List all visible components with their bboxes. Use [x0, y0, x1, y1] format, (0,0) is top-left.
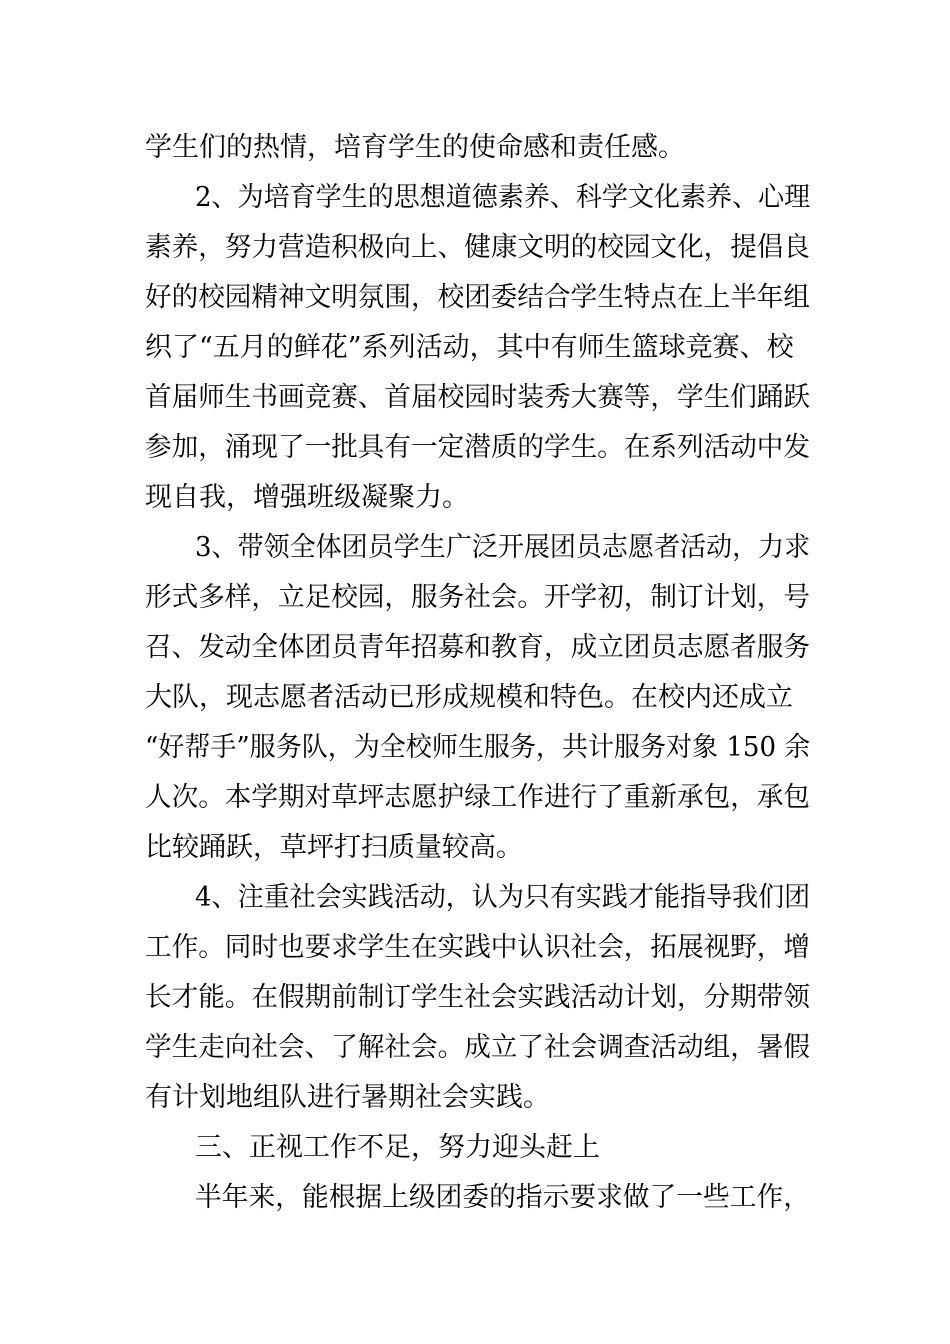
paragraph-start: 半年来，能根据上级团委的指示要求做了一些工作， — [195, 1182, 810, 1213]
paragraph-4-start: 4、注重社会实践活动，认为只有实践才能指导我们团 — [195, 882, 811, 913]
text-line: 人次。本学期对草坪志愿护绿工作进行了重新承包，承包 — [145, 782, 811, 813]
text-line: 首届师生书画竞赛、首届校园时装秀大赛等，学生们踊跃 — [145, 382, 811, 413]
text-line: 素养，努力营造积极向上、健康文明的校园文化，提倡良 — [145, 232, 811, 263]
text-line: 学生们的热情，培育学生的使命感和责任感。 — [145, 132, 685, 163]
text-line: 学生走向社会、了解社会。成立了社会调查活动组，暑假 — [145, 1032, 811, 1063]
paragraph-2-start: 2、为培育学生的思想道德素养、科学文化素养、心理 — [195, 182, 811, 213]
text-line: 有计划地组队进行暑期社会实践。 — [145, 1082, 550, 1113]
text-line: 形式多样，立足校园，服务社会。开学初，制订计划，号 — [145, 582, 811, 613]
text-line: 大队，现志愿者活动已形成规模和特色。在校内还成立 — [145, 682, 793, 713]
text-line: 召、发动全体团员青年招募和教育，成立团员志愿者服务 — [145, 632, 811, 663]
text-line: 好的校园精神文明氛围，校团委结合学生特点在上半年组 — [145, 282, 811, 313]
text-line: 参加，涌现了一批具有一定潜质的学生。在系列活动中发 — [145, 432, 811, 463]
section-heading: 三、正视工作不足，努力迎头赶上 — [195, 1132, 600, 1163]
text-line: 现自我，增强班级凝聚力。 — [145, 482, 469, 513]
text-line: “好帮手”服务队，为全校师生服务，共计服务对象 150 余 — [145, 732, 811, 763]
text-line: 织了“五月的鲜花”系列活动，其中有师生篮球竞赛、校 — [145, 332, 794, 363]
text-line: 工作。同时也要求学生在实践中认识社会，拓展视野，增 — [145, 932, 811, 963]
paragraph-3-start: 3、带领全体团员学生广泛开展团员志愿者活动，力求 — [195, 532, 811, 563]
text-line: 长才能。在假期前制订学生社会实践活动计划，分期带领 — [145, 982, 811, 1013]
text-line: 比较踊跃，草坪打扫质量较高。 — [145, 832, 523, 863]
